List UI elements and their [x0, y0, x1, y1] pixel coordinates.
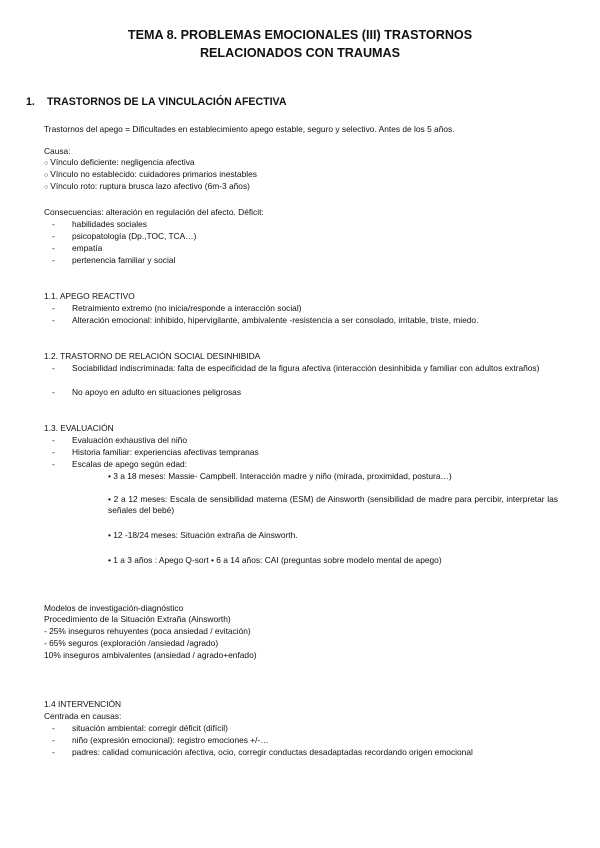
subsection-heading: 1.4 INTERVENCIÓN	[44, 699, 122, 709]
subsection-heading: 1.3. EVALUACIÓN	[44, 423, 114, 433]
section-heading	[26, 96, 287, 108]
apego-reactivo-item: Retraimiento extremo (no inicia/responde a interacción social)	[72, 303, 302, 313]
modelos-line: - 25% inseguros rehuyentes (poca ansiedad / evitación)	[44, 626, 251, 636]
dash-bullet-icon: -	[52, 723, 55, 733]
intervencion-item: niño (expresión emocional): registro emociones +/-…	[72, 735, 269, 745]
dash-bullet-icon: -	[52, 315, 55, 325]
dash-bullet-icon: -	[52, 219, 55, 229]
consequence-item: psicopatología (Dp.,TOC, TCA…)	[72, 231, 197, 241]
section-number: 1.	[26, 96, 35, 108]
dash-bullet-icon: -	[52, 303, 55, 313]
dash-bullet-icon: -	[52, 459, 55, 469]
scale-item: • 12 -18/24 meses: Situación extraña de Ainsworth.	[108, 530, 298, 540]
cause-item	[44, 157, 195, 169]
cause-text: Vínculo deficiente: negligencia afectiva	[50, 157, 195, 167]
consequence-item: empatía	[72, 243, 103, 253]
intervencion-item: situación ambiental: corregir déficit (difícil)	[72, 723, 228, 733]
circle-bullet-icon: ○	[44, 172, 49, 179]
dash-bullet-icon: -	[52, 387, 55, 397]
subsection-heading: 1.2. TRASTORNO DE RELACIÓN SOCIAL DESINHIBIDA	[44, 351, 261, 361]
relacion-social-item: Sociabilidad indiscriminada: falta de especificidad de la figura afectiva (interacción desinhibida y familiar con adultos extraños)	[72, 363, 540, 373]
cause-text: Vínculo no establecido: cuidadores primarios inestables	[50, 169, 257, 179]
intervencion-subheading: Centrada en causas:	[44, 711, 122, 721]
dash-bullet-icon: -	[52, 243, 55, 253]
section-heading-text: TRASTORNOS DE LA VINCULACIÓN AFECTIVA	[46, 96, 287, 108]
circle-bullet-icon: ○	[44, 160, 49, 167]
definition-text: Trastornos del apego = Dificultades en establecimiento apego estable, seguro y selectivo. Antes de los 5 años.	[44, 124, 455, 134]
evaluacion-item: Escalas de apego según edad:	[72, 459, 188, 469]
consequence-item: pertenencia familiar y social	[72, 255, 176, 265]
dash-bullet-icon: -	[52, 255, 55, 265]
intervencion-item: padres: calidad comunicación afectiva, ocio, corregir conductas desadaptadas recordando origen emocional	[72, 747, 473, 757]
consequences-label: Consecuencias: alteración en regulación del afecto. Déficit:	[44, 207, 264, 217]
title-line-2: RELACIONADOS CON TRAUMAS	[199, 46, 401, 60]
dash-bullet-icon: -	[52, 231, 55, 241]
dash-bullet-icon: -	[52, 363, 55, 373]
cause-text: Vínculo roto: ruptura brusca lazo afectivo (6m-3 años)	[50, 181, 250, 191]
subsection-heading: 1.1. APEGO REACTIVO	[44, 291, 135, 301]
scale-item: • 1 a 3 años : Apego Q-sort • 6 a 14 años: CAI (preguntas sobre modelo mental de apego)	[108, 555, 442, 565]
dash-bullet-icon: -	[52, 747, 55, 757]
document-title	[0, 26, 600, 62]
scale-item: • 3 a 18 meses: Massie- Campbell. Interacción madre y niño (mirada, proximidad, postura…)	[108, 471, 452, 481]
cause-item	[44, 181, 250, 193]
circle-bullet-icon: ○	[44, 184, 49, 191]
causa-label: Causa:	[44, 146, 71, 156]
modelos-line: 10% inseguros ambivalentes (ansiedad / agrado+enfado)	[44, 650, 257, 660]
cause-item	[44, 169, 257, 181]
consequence-item: habilidades sociales	[72, 219, 147, 229]
modelos-line: Procedimiento de la Situación Extraña (Ainsworth)	[44, 614, 231, 624]
title-line-1: TEMA 8. PROBLEMAS EMOCIONALES (III) TRASTORNOS	[127, 28, 473, 42]
dash-bullet-icon: -	[52, 435, 55, 445]
relacion-social-item: No apoyo en adulto en situaciones peligrosas	[72, 387, 242, 397]
apego-reactivo-item: Alteración emocional: inhibido, hipervigilante, ambivalente -resistencia a ser consolado, irritable, triste, miedo.	[72, 315, 479, 325]
evaluacion-item: Historia familiar: experiencias afectivas tempranas	[72, 447, 259, 457]
modelos-line: Modelos de investigación-diagnóstico	[44, 603, 184, 613]
modelos-line: - 65% seguros (exploración /ansiedad /agrado)	[44, 638, 219, 648]
evaluacion-item: Evaluación exhaustiva del niño	[72, 435, 188, 445]
dash-bullet-icon: -	[52, 447, 55, 457]
dash-bullet-icon: -	[52, 735, 55, 745]
scale-item: • 2 a 12 meses: Escala de sensibilidad materna (ESM) de Ainsworth (sensibilidad de madre para percibir, interpretar las señales del bebé)	[108, 494, 558, 516]
